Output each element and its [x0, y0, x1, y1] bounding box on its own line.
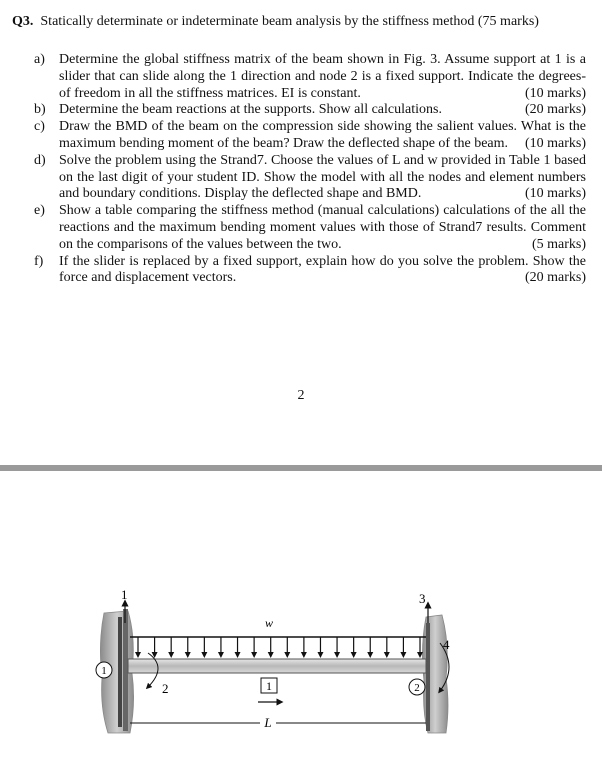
load-label: w — [265, 616, 274, 630]
part-b — [34, 102, 586, 119]
part-marks: (20 marks) — [524, 102, 586, 118]
question-title: Statically determinate or indeterminate beam analysis by the stiffness method (75 marks) — [40, 14, 539, 29]
node-label-2: 2 — [414, 682, 420, 694]
part-label: d) — [34, 152, 46, 168]
distributed-load — [130, 637, 426, 658]
load-arrow-head — [367, 652, 373, 658]
part-marks: (10 marks) — [524, 135, 586, 151]
part-label: e) — [34, 203, 45, 219]
load-arrow-head — [135, 652, 141, 658]
part-a — [34, 52, 586, 102]
beam-element — [128, 659, 426, 673]
node-label-1: 1 — [101, 665, 107, 677]
node-marker-1 — [96, 662, 112, 678]
part-text: Show a table comparing the stiffness method (manual calculations) calculations of the all the reactions and the maximum bending moment values with those of Strand7 results. Comment on the comparisons of the values between the two. — [59, 203, 586, 252]
part-marks: (20 marks) — [524, 270, 586, 286]
part-label: b) — [34, 102, 46, 118]
load-arrow-head — [384, 652, 390, 658]
part-f — [34, 254, 586, 288]
part-label: f) — [34, 253, 44, 269]
dof-label-4: 4 — [443, 637, 450, 652]
load-arrow-head — [201, 652, 207, 658]
part-e — [34, 203, 586, 253]
right-wall-support — [422, 615, 448, 733]
load-arrow-head — [268, 652, 274, 658]
part-label: a) — [34, 52, 45, 67]
part-text: Determine the global stiffness matrix of the beam shown in Fig. 3. Assume support at 1 is a slider that can slide along the 1 direction and node 2 is a fixed support. Indicate the degrees-of freedom in all the stiffness matrices. EI is constant. — [59, 52, 586, 101]
length-label: L — [264, 715, 272, 730]
load-arrow-head — [351, 652, 357, 658]
load-arrow-head — [317, 652, 323, 658]
load-arrow-head — [400, 652, 406, 658]
part-marks: (10 marks) — [524, 85, 586, 101]
part-text: If the slider is replaced by a fixed support, explain how do you solve the problem. Show the force and displacement vectors. — [59, 253, 586, 286]
load-arrow-head — [218, 652, 224, 658]
part-text: Solve the problem using the Strand7. Choose the values of L and w provided in Table 1 based on the last digit of your student ID. Show the model with all the nodes and element numbers and boundary conditions. Display the deflected shape and BMD. — [59, 152, 586, 202]
dof-label-2: 2 — [162, 681, 169, 696]
part-text: Draw the BMD of the beam on the compression side showing the salient values. What is the maximum bending moment of the beam? Draw the deflected shape of the beam. — [59, 119, 586, 151]
page-number: 2 — [297, 388, 305, 403]
part-text: Determine the beam reactions at the supports. Show all calculations. — [59, 102, 442, 118]
element-marker-1 — [258, 678, 280, 702]
load-arrow-head — [334, 652, 340, 658]
page-divider — [0, 465, 602, 471]
load-arrow-head — [168, 652, 174, 658]
question-heading — [12, 14, 588, 30]
question-number: Q3. — [12, 14, 34, 29]
load-arrow-head — [301, 652, 307, 658]
part-marks: (10 marks) — [524, 186, 586, 202]
load-arrow-head — [284, 652, 290, 658]
node-marker-2 — [409, 679, 425, 695]
length-dimension — [130, 715, 426, 730]
part-d — [34, 153, 586, 203]
beam-figure — [90, 583, 470, 743]
load-arrow-head — [235, 652, 241, 658]
part-marks: (5 marks) — [531, 236, 586, 252]
question-parts — [34, 52, 586, 287]
part-label: c) — [34, 119, 45, 135]
dof-label-1: 1 — [121, 587, 128, 602]
part-c — [34, 119, 586, 153]
element-label: 1 — [266, 679, 272, 693]
dof-label-3: 3 — [419, 591, 426, 606]
load-arrow-head — [185, 652, 191, 658]
load-arrows — [135, 637, 423, 658]
load-arrow-head — [251, 652, 257, 658]
